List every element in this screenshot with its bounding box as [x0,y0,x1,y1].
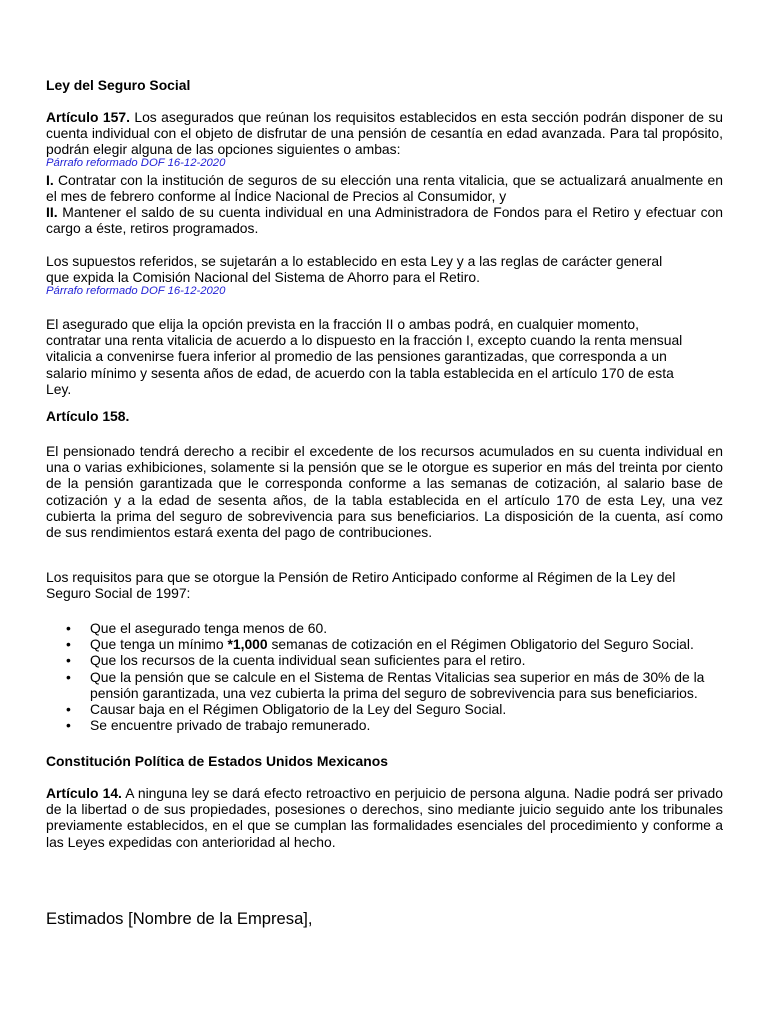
list-item [46,701,723,717]
supuestos-line-2: que expida la Comisión Nacional del Sistema de Ahorro para el Retiro. [46,269,480,286]
opcion-line-4: salario mínimo y sesenta años de edad, de acuerdo con la tabla establecida en el artículo 170 de esta [46,364,674,381]
opcion-line-5: Ley. [46,380,72,397]
list-item [46,669,723,701]
heading-constitucion: Constitución Política de Estados Unidos Mexicanos [46,753,388,769]
articulo-157-text: Los asegurados que reúnan los requisitos establecidos en esta sección podrán disponer de su cuenta individual con el objeto de disfrutar de una pensión de cesantía en edad avanzada. Para tal propósito, podrán elegir alguna de las opciones siguientes o ambas: [46,109,723,158]
bullet-icon: • [66,652,71,669]
fraccion-2 [46,204,723,236]
fraccion-2-label: II. [46,204,58,220]
fraccion-1-text: Contratar con la institución de seguros de su elección una renta vitalicia, que se actualizará anualmente en el mes de febrero conforme al Índice Nacional de Precios al Consumidor, y [46,172,723,205]
requisito-1: Que el asegurado tenga menos de 60. [90,620,328,636]
supuestos-line-1: Los supuestos referidos, se sujetarán a lo establecido en esta Ley y a las reglas de carácter general [46,253,663,269]
requisito-3: Que los recursos de la cuenta individual sean suficientes para el retiro. [90,652,526,669]
reform-note-2: Párrafo reformado DOF 16-12-2020 [46,285,226,297]
articulo-14-paragraph [46,785,723,850]
requisito-4: Que la pensión que se calcule en el Sistema de Rentas Vitalicias sea superior en más de 30% de la pensión garantizada, una vez cubierta la prima del seguro de sobrevivencia para sus beneficiarios. [90,668,705,701]
requisito-5: Causar baja en el Régimen Obligatorio de la Ley del Seguro Social. [90,701,507,718]
salutation: Estimados [Nombre de la Empresa], [46,909,313,928]
bullet-icon: • [66,717,71,734]
articulo-14-text: A ninguna ley se dará efecto retroactivo en perjuicio de persona alguna. Nadie podrá ser privado de la libertad o de sus propiedades, posesiones o derechos, sino mediante juicio seguido ante los tribunales previamente establecidos, en el que se cumplan las formalidades esenciales del procedimiento y conforme a las Leyes expedidas con anterioridad al hecho. [46,785,723,850]
fraccion-2-text: Mantener el saldo de su cuenta individual en una Administradora de Fondos para el Retiro y efectuar con cargo a éste, retiros programados. [46,204,723,237]
fraccion-1-label: I. [46,172,54,188]
requisito-2-post: semanas de cotización en el Régimen Obligatorio del Seguro Social. [267,636,694,653]
opcion-line-3: vitalicia a convenirse fuera inferior al promedio de las pensiones garantizadas, que corresponda a un [46,348,667,365]
bullet-icon: • [66,620,71,636]
fraccion-1 [46,172,723,204]
list-item [46,652,723,668]
articulo-158-heading: Artículo 158. [46,408,130,424]
requisito-2-bold: *1,000 [227,636,268,653]
reform-note-1: Párrafo reformado DOF 16-12-2020 [46,157,226,169]
list-item [46,717,723,733]
requisitos-list [46,620,723,733]
list-item [46,620,723,636]
articulo-157-paragraph [46,109,723,158]
requisitos-intro: Los requisitos para que se otorgue la Pensión de Retiro Anticipado conforme al Régimen de la Ley del Seguro Social de 1997: [46,569,676,602]
bullet-icon: • [66,668,71,685]
articulo-157-label: Artículo 157. [46,109,130,125]
articulo-158-paragraph: El pensionado tendrá derecho a recibir el excedente de los recursos acumulados en su cuenta individual en una o varias exhibiciones, solamente si la pensión que se le otorgue es superior en más del treinta por ciento de la pensión garantizada que le corresponda conforme a las semanas de cotización, al salario base de cotización y a la edad de sesenta años, de la tabla establecida en el artículo 170 de esta Ley, una vez cubierta la prima del seguro de sobrevivencia para sus beneficiarios. La disposición de la cuenta, así como de sus rendimientos estará exenta del pago de contribuciones. [46,443,723,541]
list-item [46,636,723,652]
supuestos-paragraph [46,253,723,285]
heading-ley-seguro-social: Ley del Seguro Social [46,77,191,93]
opcion-line-1: El asegurado que elija la opción prevista en la fracción II o ambas podrá, en cualquier momento, [46,316,640,332]
articulo-14-label: Artículo 14. [46,785,122,801]
bullet-icon: • [66,636,71,653]
requisito-2-pre: Que tenga un mínimo [90,636,228,653]
opcion-paragraph [46,316,723,397]
bullet-icon: • [66,701,71,718]
opcion-line-2: contratar una renta vitalicia de acuerdo a lo dispuesto en la fracción I, excepto cuando la renta mensual [46,332,683,349]
requisito-6: Se encuentre privado de trabajo remunerado. [90,717,371,734]
